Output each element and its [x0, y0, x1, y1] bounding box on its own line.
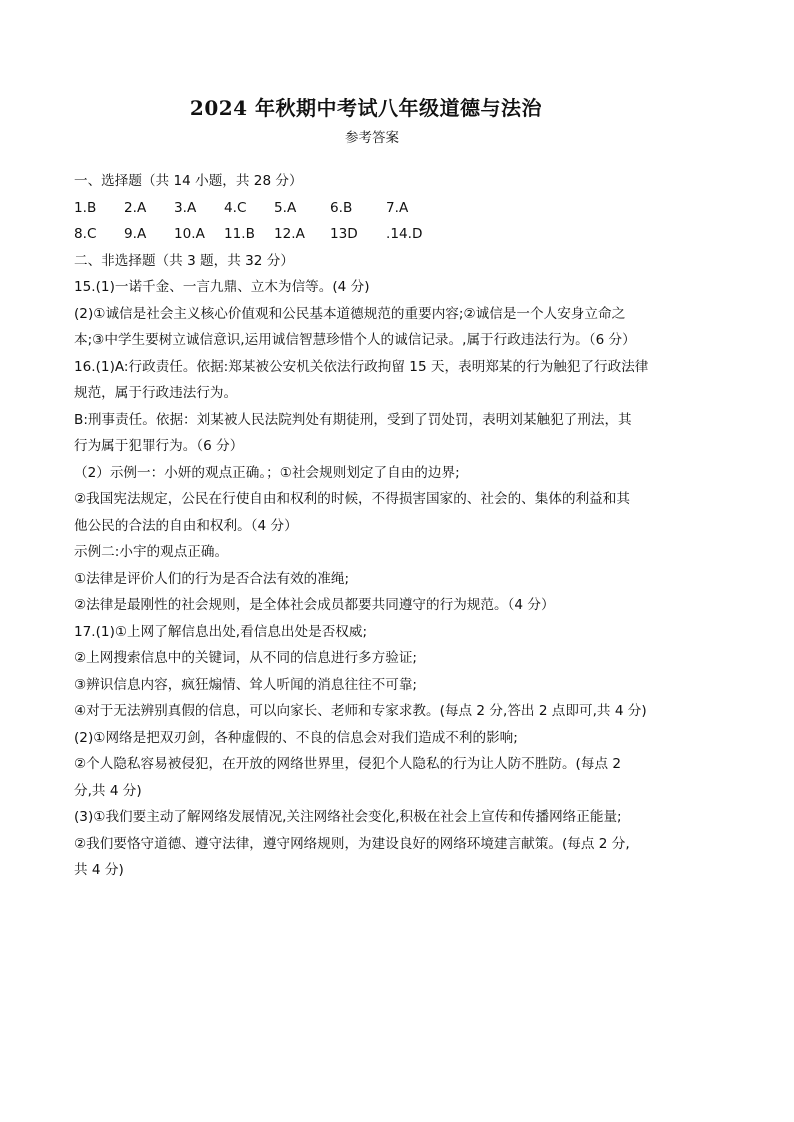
answer-line: ①法律是评价人们的行为是否合法有效的准绳; — [74, 570, 350, 587]
choice-answer: 4.C — [224, 199, 247, 216]
answer-line: 15.(1)一诺千金、一言九鼎、立木为信等。(4 分) — [74, 279, 370, 295]
answer-line: ②法律是最刚性的社会规则，是全体社会成员都要共同遵守的行为规范。（4 分） — [74, 597, 555, 613]
choice-answer: 10.A — [174, 226, 205, 242]
answer-line: ②个人隐私容易被侵犯，在开放的网络世界里，侵犯个人隐私的行为让人防不胜防。(每点 2 — [74, 756, 622, 772]
answer-line: (2)①诚信是社会主义核心价值观和公民基本道德规范的重要内容;②诚信是一个人安身立命之 — [74, 305, 626, 322]
answer-line: ④对于无法辨别真假的信息，可以向家长、老师和专家求教。(每点 2 分,答出 2 点即可,共 4 分) — [74, 703, 647, 719]
choice-answers-row-2 — [74, 221, 726, 248]
answer-line: 规范，属于行政违法行为。 — [74, 385, 238, 401]
answer-line: (3)①我们要主动了解网络发展情况,关注网络社会变化,积极在社会上宣传和传播网络正能量; — [74, 809, 622, 825]
section2-heading: 二、非选择题（共 3 题，共 32 分） — [74, 252, 294, 269]
section1-heading: 一、选择题（共 14 小题，共 28 分） — [74, 173, 303, 189]
choice-answer: 7.A — [386, 199, 409, 216]
choice-answer: 13D — [330, 226, 358, 242]
choice-answers-row-1 — [74, 195, 726, 222]
answer-line: B:刑事责任。依据：刘某被人民法院判处有期徒刑，受到了罚处罚，表明刘某触犯了刑法，其 — [74, 411, 632, 428]
answer-line: 本;③中学生要树立诚信意识,运用诚信智慧珍惜个人的诚信记录。,属于行政违法行为。（6 分） — [74, 332, 636, 348]
answer-line: 分,共 4 分) — [74, 782, 142, 799]
choice-answer: 2.A — [124, 199, 147, 216]
answer-line: 行为属于犯罪行为。（6 分） — [74, 438, 244, 454]
answer-line: 他公民的合法的自由和权利。（4 分） — [74, 517, 298, 534]
choice-answer: 1.B — [74, 199, 97, 216]
answer-line: 16.(1)A:行政责任。依据:郑某被公安机关依法行政拘留 15 天，表明郑某的行为触犯了行政法律 — [74, 358, 649, 375]
answer-line: ②我们要恪守道德、遵守法律，遵守网络规则，为建设良好的网络环境建言献策。(每点 2 分, — [74, 835, 630, 852]
answer-line: ②上网搜索信息中的关键词，从不同的信息进行多方验证; — [74, 650, 418, 666]
choice-answer: .14.D — [386, 226, 423, 242]
document-subtitle: 参考答案 — [345, 130, 399, 146]
answer-line: 示例二:小宇的观点正确。 — [74, 544, 229, 560]
choice-answer: 3.A — [174, 199, 197, 216]
document-title: 2024 年秋期中考试八年级道德与法治 — [189, 96, 543, 120]
answer-line: ③辨识信息内容，疯狂煽情、耸人听闻的消息往往不可靠; — [74, 676, 418, 693]
answer-body — [74, 168, 726, 884]
choice-answer: 11.B — [224, 226, 255, 242]
choice-answer: 8.C — [74, 226, 97, 242]
choice-answer: 12.A — [274, 226, 305, 242]
answer-line: 17.(1)①上网了解信息出处,看信息出处是否权威; — [74, 623, 368, 640]
answer-line: （2）示例一：小妍的观点正确。；①社会规则划定了自由的边界; — [74, 464, 460, 481]
answer-line: (2)①网络是把双刃剑，各种虚假的、不良的信息会对我们造成不利的影响; — [74, 729, 518, 746]
choice-answer: 6.B — [330, 199, 353, 216]
answer-line: ②我国宪法规定，公民在行使自由和权利的时候，不得损害国家的、社会的、集体的利益和其 — [74, 491, 630, 507]
choice-answer: 9.A — [124, 226, 147, 242]
answer-line: 共 4 分) — [74, 862, 124, 878]
choice-answer: 5.A — [274, 199, 297, 216]
